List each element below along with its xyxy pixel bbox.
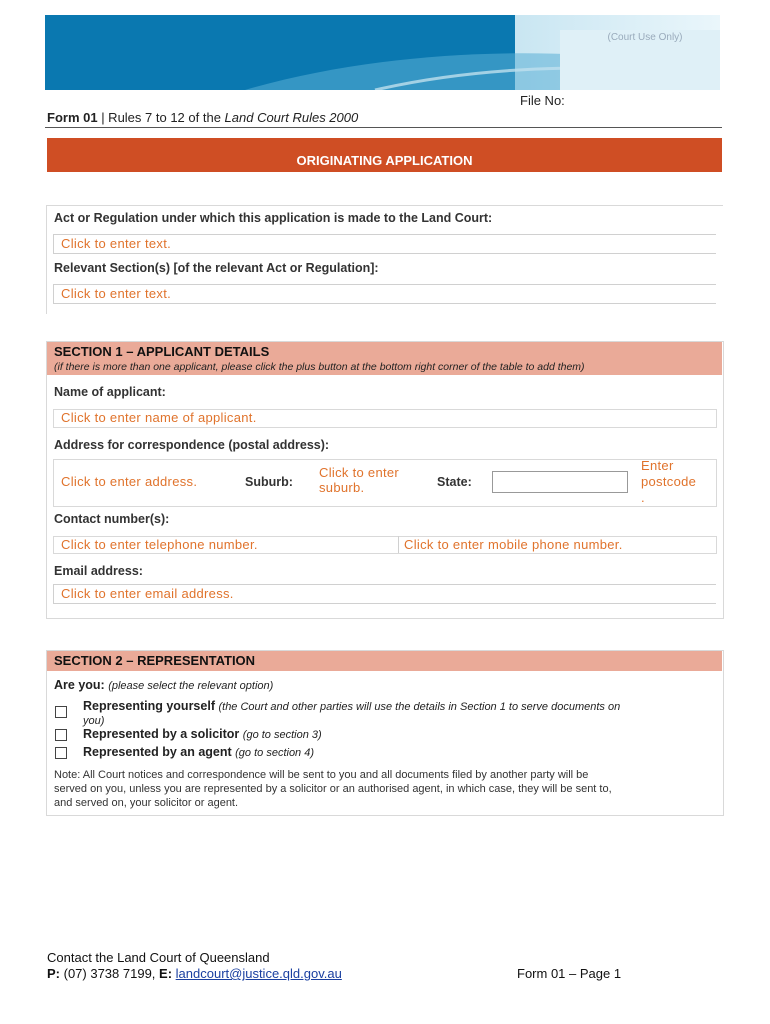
note-line3: and served on, your solicitor or agent.: [54, 797, 239, 809]
footer-contact: Contact the Land Court of Queensland: [47, 950, 270, 965]
applicant-name-input[interactable]: [53, 409, 717, 428]
option-agent-hint: (go to section 4): [235, 747, 315, 759]
address-label: Address for correspondence (postal address):: [54, 438, 330, 452]
act-placeholder: Click to enter text.: [61, 236, 172, 251]
option-solicitor-hint: (go to section 3): [242, 729, 322, 741]
act-input[interactable]: [53, 234, 716, 254]
option-self-hint-cont: you): [83, 715, 105, 727]
email-input[interactable]: [53, 584, 716, 604]
contact-divider: [398, 536, 399, 553]
postcode-line3: .: [641, 490, 645, 505]
suburb-label: Suburb:: [245, 475, 293, 489]
option-agent: [83, 745, 314, 759]
postcode-input[interactable]: [641, 458, 696, 506]
applicant-name-placeholder: Click to enter name of applicant.: [61, 410, 257, 425]
state-label: State:: [437, 475, 472, 489]
option-agent-checkbox[interactable]: [55, 747, 67, 759]
representation-question: [54, 678, 273, 692]
section1-title: SECTION 1 – APPLICANT DETAILS: [54, 344, 270, 359]
option-self-hint: (the Court and other parties will use the details in Section 1 to serve documents on: [218, 701, 621, 713]
postcode-line2: postcode: [641, 474, 697, 489]
option-solicitor-label: Represented by a solicitor: [83, 727, 240, 741]
footer-phone-label: P:: [47, 966, 60, 981]
footer-phone: (07) 3738 7199,: [60, 966, 160, 981]
mobile-input[interactable]: Click to enter mobile phone number.: [404, 537, 623, 552]
section-input[interactable]: [53, 284, 716, 304]
note-line2: served on you, unless you are represented by a solicitor or an authorised agent, in which case, they will be sent to,: [54, 783, 612, 795]
option-solicitor-checkbox[interactable]: [55, 729, 67, 741]
form-rules: | Rules 7 to 12 of the: [97, 110, 225, 125]
form-reference: [47, 110, 358, 125]
court-use-box: [560, 30, 720, 90]
suburb-placeholder-line1: Click to enter: [319, 465, 400, 480]
section1-subtitle: (if there is more than one applicant, please click the plus button at the bottom right corner of the table to add them): [54, 361, 585, 373]
address-input[interactable]: Click to enter address.: [61, 474, 198, 489]
page-title: ORIGINATING APPLICATION: [47, 138, 722, 172]
form-number: Form 01: [47, 110, 98, 125]
question-label: Are you:: [54, 678, 105, 692]
file-no-label: File No:: [520, 93, 565, 108]
postcode-line1: Enter: [641, 458, 674, 473]
page-number: Form 01 – Page 1: [517, 966, 622, 981]
footer-details: [47, 966, 342, 981]
option-agent-label: Represented by an agent: [83, 745, 232, 759]
phone-input[interactable]: Click to enter telephone number.: [61, 537, 258, 552]
court-use-label: (Court Use Only): [607, 32, 683, 43]
suburb-placeholder-line2: suburb.: [319, 480, 365, 495]
option-self: [83, 699, 718, 727]
act-label: Act or Regulation under which this application is made to the Land Court:: [54, 211, 493, 225]
footer-email-link[interactable]: landcourt@justice.qld.gov.au: [175, 966, 342, 981]
footer-email-label: E:: [159, 966, 173, 981]
header-rule: [45, 127, 722, 128]
header-banner: [45, 15, 720, 90]
section-placeholder: Click to enter text.: [61, 286, 172, 301]
section2-title: SECTION 2 – REPRESENTATION: [54, 653, 256, 668]
option-self-label: Representing yourself: [83, 699, 215, 713]
email-placeholder: Click to enter email address.: [61, 586, 234, 601]
contact-label: Contact number(s):: [54, 512, 170, 526]
suburb-input[interactable]: [319, 465, 399, 495]
email-label: Email address:: [54, 564, 143, 578]
option-self-checkbox[interactable]: [55, 706, 67, 718]
form-act: Land Court Rules 2000: [224, 110, 359, 125]
representation-note: [54, 768, 720, 810]
option-solicitor: [83, 727, 322, 741]
state-select[interactable]: [492, 471, 628, 493]
applicant-name-label: Name of applicant:: [54, 385, 166, 399]
note-line1: Note: All Court notices and correspondence will be sent to you and all documents filed by another party will be: [54, 769, 589, 781]
section-label: Relevant Section(s) [of the relevant Act or Regulation]:: [54, 261, 379, 275]
question-hint: (please select the relevant option): [108, 680, 274, 692]
